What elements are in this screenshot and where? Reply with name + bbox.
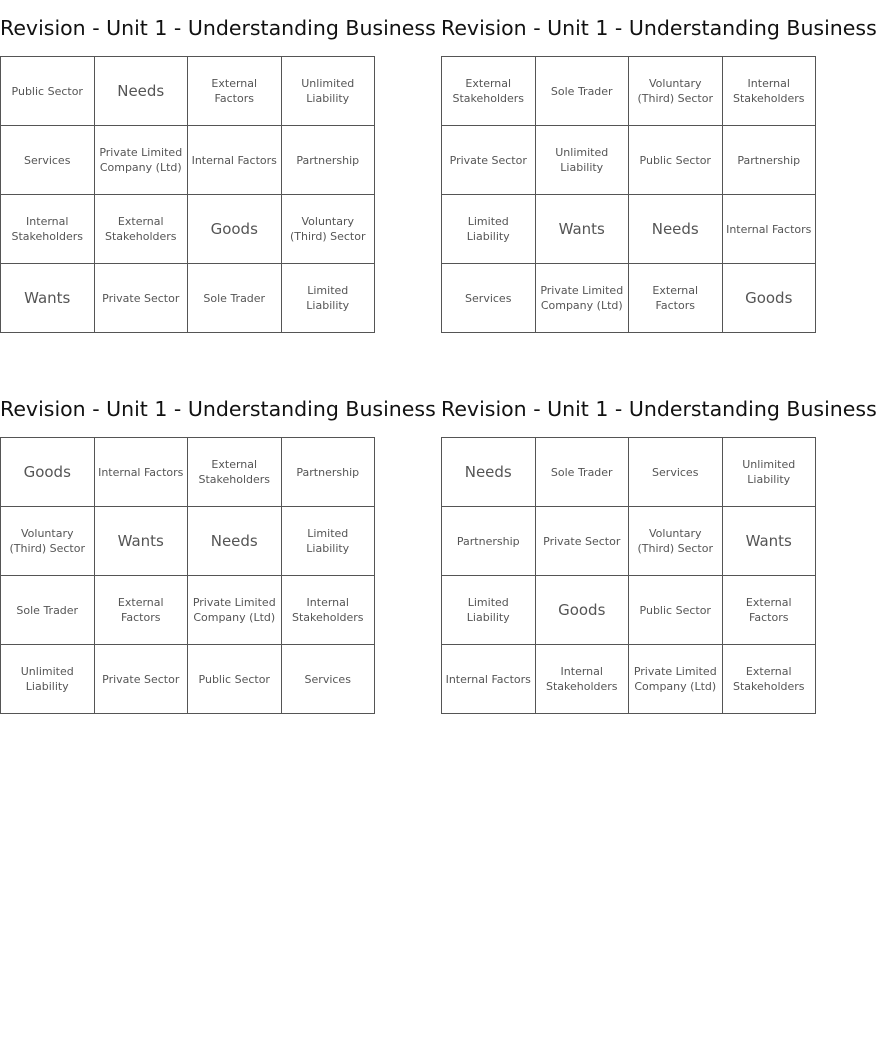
- grid-cell: Partnership: [722, 126, 816, 195]
- grid-cell: Partnership: [442, 507, 536, 576]
- grid-cell: Private Limited Company (Ltd): [188, 576, 282, 645]
- grid-cell: Internal Factors: [722, 195, 816, 264]
- bingo-card: [441, 0, 877, 333]
- grid-cell: External Stakeholders: [188, 438, 282, 507]
- grid-cell: Services: [442, 264, 536, 333]
- grid-row: [442, 438, 816, 507]
- grid-cell: Internal Factors: [188, 126, 282, 195]
- grid-cell: Internal Stakeholders: [281, 576, 375, 645]
- grid-row: [1, 57, 375, 126]
- grid-cell: Services: [1, 126, 95, 195]
- card-title: Revision - Unit 1 - Understanding Business: [0, 16, 436, 40]
- grid-row: [1, 264, 375, 333]
- grid-cell: Partnership: [281, 126, 375, 195]
- bingo-grid: [0, 437, 375, 714]
- bingo-card: [441, 381, 877, 714]
- grid-row: [442, 126, 816, 195]
- grid-cell: Sole Trader: [188, 264, 282, 333]
- grid-row: [1, 195, 375, 264]
- grid-cell: Limited Liability: [442, 195, 536, 264]
- grid-cell: Wants: [94, 507, 188, 576]
- grid-cell: Needs: [188, 507, 282, 576]
- grid-cell: Internal Factors: [442, 645, 536, 714]
- grid-cell: Private Sector: [535, 507, 629, 576]
- grid-row: [442, 507, 816, 576]
- card-title: Revision - Unit 1 - Understanding Business: [0, 397, 436, 421]
- grid-row: [1, 438, 375, 507]
- grid-cell: External Factors: [188, 57, 282, 126]
- grid-row: [442, 576, 816, 645]
- grid-row: [1, 576, 375, 645]
- grid-cell: Private Sector: [94, 264, 188, 333]
- grid-cell: Internal Stakeholders: [722, 57, 816, 126]
- grid-cell: External Stakeholders: [722, 645, 816, 714]
- grid-cell: Goods: [188, 195, 282, 264]
- grid-cell: Private Sector: [442, 126, 536, 195]
- grid-cell: Public Sector: [188, 645, 282, 714]
- grid-cell: Sole Trader: [535, 438, 629, 507]
- bingo-card: [0, 0, 436, 333]
- grid-cell: Voluntary (Third) Sector: [281, 195, 375, 264]
- bingo-card: [0, 381, 436, 714]
- bingo-grid: [0, 56, 375, 333]
- grid-cell: External Stakeholders: [94, 195, 188, 264]
- grid-cell: Needs: [442, 438, 536, 507]
- grid-row: [442, 645, 816, 714]
- grid-cell: Services: [281, 645, 375, 714]
- grid-cell: Wants: [722, 507, 816, 576]
- grid-cell: External Factors: [94, 576, 188, 645]
- grid-cell: Unlimited Liability: [281, 57, 375, 126]
- bingo-grid: [441, 56, 816, 333]
- grid-row: [442, 195, 816, 264]
- grid-cell: Goods: [1, 438, 95, 507]
- grid-cell: Voluntary (Third) Sector: [629, 57, 723, 126]
- grid-cell: Internal Stakeholders: [1, 195, 95, 264]
- grid-cell: Unlimited Liability: [722, 438, 816, 507]
- grid-cell: Public Sector: [629, 126, 723, 195]
- grid-cell: Sole Trader: [535, 57, 629, 126]
- grid-cell: Internal Factors: [94, 438, 188, 507]
- grid-row: [1, 126, 375, 195]
- grid-row: [442, 57, 816, 126]
- grid-cell: Internal Stakeholders: [535, 645, 629, 714]
- grid-cell: External Factors: [629, 264, 723, 333]
- grid-cell: Limited Liability: [281, 507, 375, 576]
- card-title: Revision - Unit 1 - Understanding Business: [441, 16, 877, 40]
- grid-row: [442, 264, 816, 333]
- grid-cell: Public Sector: [629, 576, 723, 645]
- grid-cell: Public Sector: [1, 57, 95, 126]
- grid-cell: Private Limited Company (Ltd): [629, 645, 723, 714]
- grid-cell: Private Limited Company (Ltd): [535, 264, 629, 333]
- grid-row: [1, 507, 375, 576]
- bingo-grid: [441, 437, 816, 714]
- grid-cell: Sole Trader: [1, 576, 95, 645]
- grid-cell: Needs: [94, 57, 188, 126]
- grid-cell: Wants: [1, 264, 95, 333]
- grid-cell: Goods: [722, 264, 816, 333]
- grid-cell: Private Limited Company (Ltd): [94, 126, 188, 195]
- grid-cell: Private Sector: [94, 645, 188, 714]
- grid-cell: Wants: [535, 195, 629, 264]
- grid-cell: External Stakeholders: [442, 57, 536, 126]
- grid-cell: Voluntary (Third) Sector: [629, 507, 723, 576]
- grid-cell: Limited Liability: [281, 264, 375, 333]
- grid-cell: Goods: [535, 576, 629, 645]
- card-title: Revision - Unit 1 - Understanding Business: [441, 397, 877, 421]
- grid-cell: Unlimited Liability: [1, 645, 95, 714]
- grid-cell: External Factors: [722, 576, 816, 645]
- grid-cell: Needs: [629, 195, 723, 264]
- grid-cell: Services: [629, 438, 723, 507]
- grid-cell: Limited Liability: [442, 576, 536, 645]
- grid-cell: Unlimited Liability: [535, 126, 629, 195]
- grid-cell: Partnership: [281, 438, 375, 507]
- grid-row: [1, 645, 375, 714]
- grid-cell: Voluntary (Third) Sector: [1, 507, 95, 576]
